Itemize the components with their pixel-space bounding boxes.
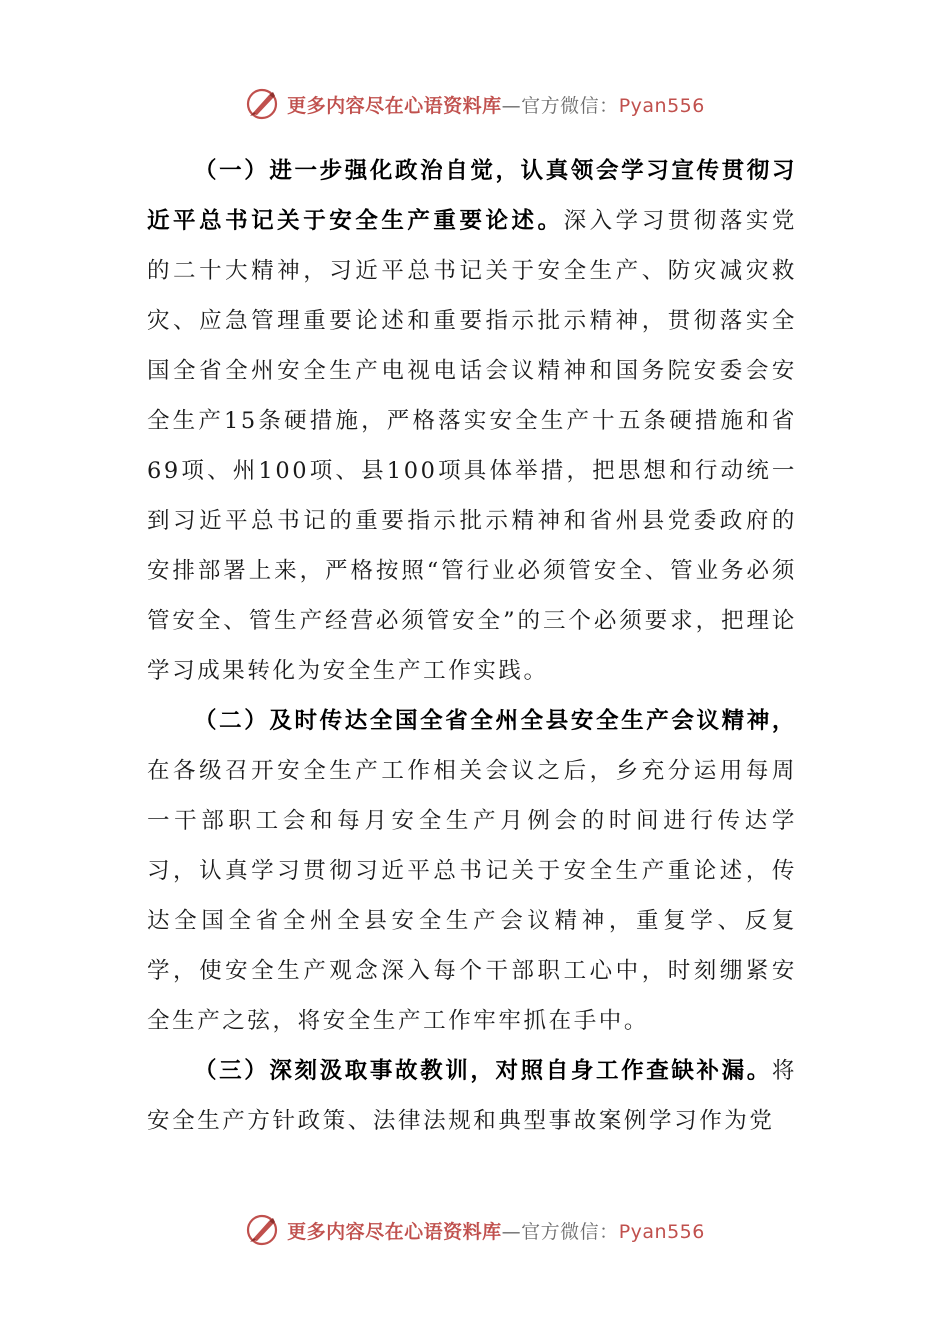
paragraph-2-body: 在各级召开安全生产工作相关会议之后，乡充分运用每周一干部职工会和每月安全生产月例会的时间进行传达学习，认真学习贯彻习近平总书记关于安全生产重论述，传达全国全省全州全县安全生产会议精神，重复学、反复学，使安全生产观念深入每个干部职工心中，时刻绷紧安全生产之弦，将安全生产工作牢牢抓在手中。	[147, 758, 797, 1034]
document-body	[147, 146, 797, 1146]
watermark-text	[287, 1217, 705, 1244]
paragraph-1	[147, 146, 797, 696]
paragraph-3-body: 将安全生产方针政策、法律法规和典型事故案例学习作为党	[147, 1058, 797, 1134]
paragraph-2	[147, 696, 797, 1046]
watermark-wechat-id: Pyan556	[618, 94, 705, 117]
watermark-wechat-id: Pyan556	[618, 1220, 705, 1243]
paragraph-3	[147, 1046, 797, 1146]
paragraph-1-heading: （一）进一步强化政治自觉，认真领会学习宣传贯彻习近平总书记关于安全生产重要论述。	[147, 158, 797, 234]
paragraph-2-heading: （二）及时传达全国全省全州全县安全生产会议精神，	[194, 708, 797, 734]
paragraph-3-heading: （三）深刻汲取事故教训，对照自身工作查缺补漏。	[194, 1058, 772, 1084]
watermark-site: 更多内容尽在心语资料库	[287, 1220, 502, 1243]
pen-logo-icon	[245, 1213, 279, 1247]
watermark-dash: —	[501, 1220, 522, 1243]
pen-logo-icon	[245, 87, 279, 121]
watermark-wechat-label: 官方微信：	[521, 1220, 619, 1243]
watermark-site: 更多内容尽在心语资料库	[287, 94, 502, 117]
header-watermark	[0, 84, 950, 124]
footer-watermark	[0, 1210, 950, 1250]
watermark-dash: —	[501, 94, 522, 117]
watermark-text	[287, 91, 705, 118]
watermark-wechat-label: 官方微信：	[521, 94, 619, 117]
paragraph-1-body: 深入学习贯彻落实党的二十大精神，习近平总书记关于安全生产、防灾减灾救灾、应急管理重要论述和重要指示批示精神，贯彻落实全国全省全州安全生产电视电话会议精神和国务院安委会安全生产15条硬措施，严格落实安全生产十五条硬措施和省69项、州100项、县100项具体举措，把思想和行动统一到习近平总书记的重要指示批示精神和省州县党委政府的安排部署上来，严格按照“管行业必须管安全、管业务必须管安全、管生产经营必须管安全”的三个必须要求，把理论学习成果转化为安全生产工作实践。	[147, 208, 797, 684]
